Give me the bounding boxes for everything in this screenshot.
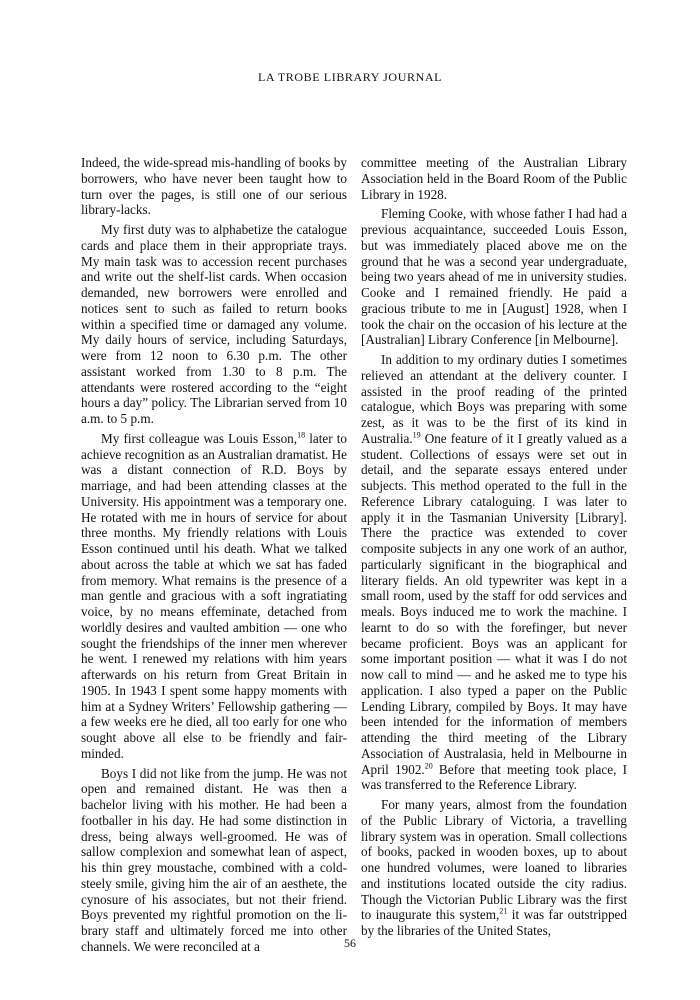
running-head: LA TROBE LIBRARY JOURNAL [257,70,443,84]
paragraph: committee meeting of the Australian Library Association held in the Board Room of the Public Library in 1928. [361,155,627,202]
left-column [81,155,347,955]
paragraph-text: In addition to my ordinary duties I sometimes relieved an attendant at the delivery counter. I assisted in the proof reading of the printed catalogue, which Boys was preparing with some zest, as it was to be the first of its kind in Australia. [361,352,627,446]
paragraph [81,431,347,762]
right-column [361,155,627,939]
paragraph: Boys I did not like from the jump. He was not open and remained distant. He was then a bachelor living with his mother. He had been a footballer in his day. He had some distinction in dress, being always well-groomed. He was of sallow complexion and somewhat lean of aspect, his thin grey moustache, combined with a cold-steely smile, giving him the air of an aesthete, the cynosure of his associates, but not their friend. Boys prevented my rightful promotion on the library staff and ultimately forced me into other channels. We were reconciled at a [81,765,347,954]
paragraph [361,352,627,793]
paragraph-text: For many years, almost from the foundation of the Public Library of Victoria, a travelling library system was in operation. Small collections of books, packed in wooden boxes, up to about one hundred volumes, were loaned to libraries and institutions located outside the city radius. Though the Victorian Public Library was the first to inaugurate this system, [361,797,627,923]
paragraph-text: Before that meeting took place, I was transferred to the Reference Library. [361,761,627,793]
footnote-ref: 21 [499,906,508,916]
paragraph: Fleming Cooke, with whose father I had had a previous acquaintance, succeeded Louis Esson, but was immediately placed above me on the ground that he was a second year undergraduate, being two years ahead of me in university studies. Cooke and I remained friendly. He paid a gracious tribute to me in [August] 1928, when I took the chair on the occasion of his lecture at the [Australian] Library Conference [in Melbourne]. [361,206,627,348]
paragraph-text: later to achieve recognition as an Australian dramatist. He was a distant connection of R.D. Boys by marriage, and had been attending classes at the University. His appointment was a temporary one. He rotated with me in hours of service for about three months. My friendly relations with Louis Esson continued until his death. What we talked about across the table at which we sat has faded from memory. What remains is the presence of a man gentle and gracious with a soft ingratiating voice, by no means effeminate, detached from worldly desires and vaulted ambition — one who sought the friendships of the inner men wherever he went. I renewed my relations with him years afterwards on his return from Great Britain in 1905. In 1943 I spent some happy moments with him at a Sydney Writers’ Fellowship gathering — a few weeks ere he died, all too early for one who sought above all else to be friendly and fair-minded. [81,430,347,761]
paragraph: Indeed, the wide-spread mis-handling of books by borrowers, who have never been taught how to turn over the pages, is still one of our serious library-lacks. [81,155,347,218]
paragraph: My first duty was to alphabetize the catalogue cards and place them in their appropriate trays. My main task was to accession recent purchases and write out the shelf-list cards. When occasion demanded, new borrowers were enrolled and notices sent to such as failed to return books within a specified time or damaged any volume. My daily hours of service, including Saturdays, were from 12 noon to 6.30 p.m. The other assistant worked from 1.30 to 8 p.m. The attendants were rostered according to the “eight hours a day” policy. The Librarian served from 10 a.m. to 5 p.m. [81,222,347,426]
paragraph [361,797,627,939]
paragraph-text: My first colleague was Louis Esson, [101,430,298,446]
page-number: 56 [344,936,356,950]
footnote-ref: 18 [297,430,306,440]
paragraph-text: One feature of it I greatly valued as a student. Collections of essays were set out in detail, and the separate essays entered under subjects. This method operated to the full in the Reference Library cataloguing. I was later to apply it in the Tasmanian University [Library]. There the practice was extended to cover composite subjects in any one work of an author, particularly significant in the biographical and literary fields. An old typewriter was kept in a small room, used by the staff for odd services and meals. Boys induced me to work the machine. I learnt to do so with the forefinger, but never became proficient. Boys was an applicant for some important position — what it was I do not now call to mind — and he asked me to type his application. I also typed a paper on the Public Lending Library, compiled by Boys. It may have been intended for the information of members attending the third meeting of the Library Association of Australasia, held in Melbourne in April 1902. [361,430,627,777]
footnote-ref: 19 [412,430,421,440]
footnote-ref: 20 [424,761,433,771]
paragraph-text: it was far outstripped by the libraries of the United States, [361,907,627,938]
